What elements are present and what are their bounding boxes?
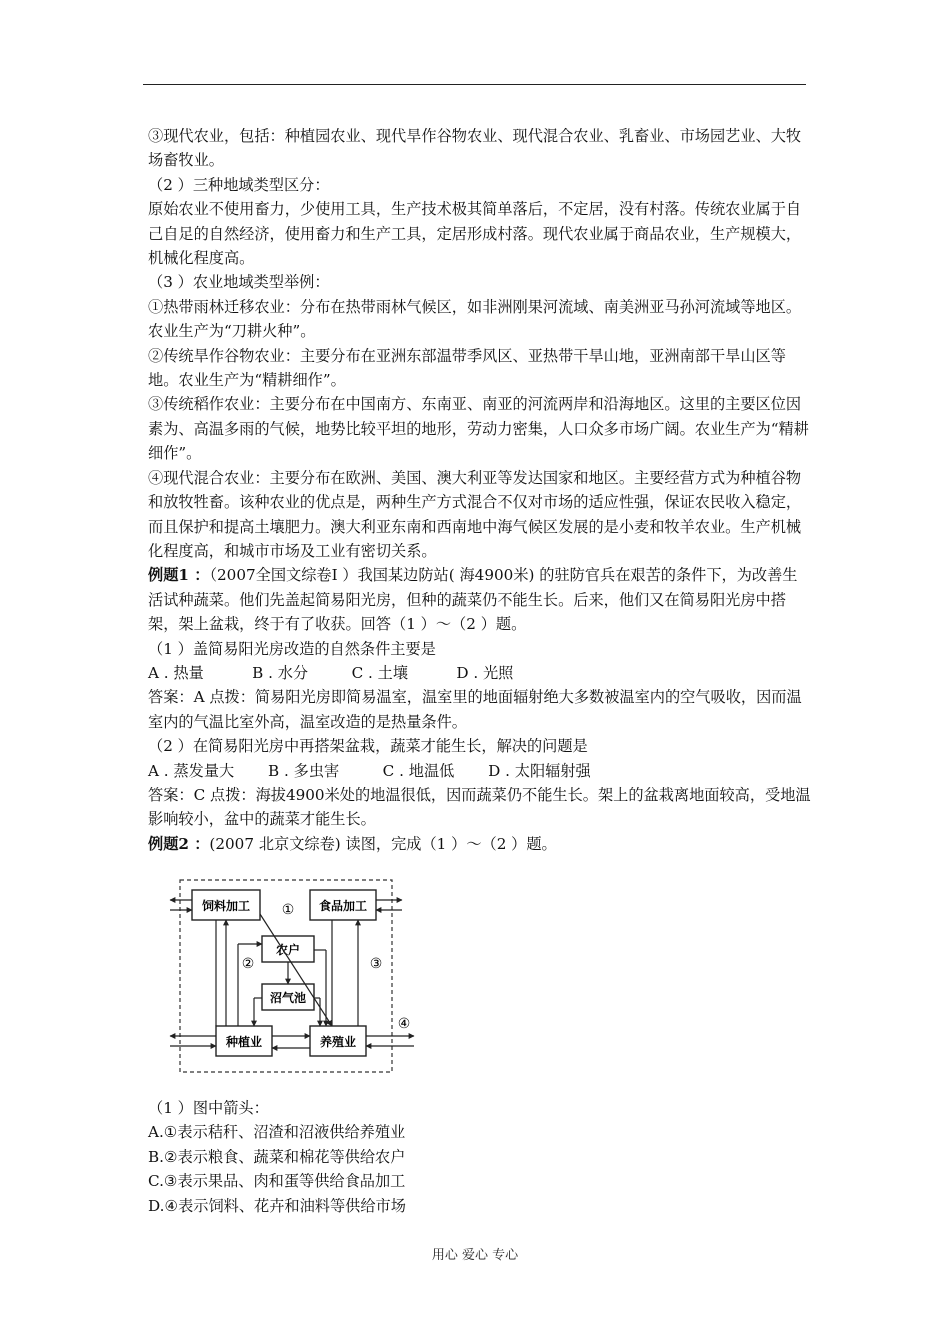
breeding-label: 养殖业	[319, 1035, 357, 1049]
question-block	[148, 1096, 812, 1218]
example1-label: 例题1 ：	[148, 566, 210, 585]
paragraph: ③传统稻作农业：主要分布在中国南方、东南亚、南亚的河流两岸和沿海地区。这里的主要区位因素为、高温多雨的气候，地势比较平坦的地形，劳动力密集，人口众多市场广阔。农业生产为“精耕细作”。	[148, 395, 809, 463]
example1-q1-options: A . 热量 B . 水分 C . 土壤 D . 光照	[148, 663, 514, 682]
agri-cycle-diagram	[162, 878, 422, 1078]
paragraph: 原始农业不使用畜力，少使用工具，生产技术极其简单落后，不定居，没有村落。传统农业属于自己自足的自然经济，使用畜力和生产工具，定居形成村落。现代农业属于商品农业，生产规模大，机械化程度高。	[148, 200, 802, 268]
question-stem: （1 ）图中箭头：	[148, 1099, 269, 1117]
example2-label: 例题2 ：	[148, 834, 210, 853]
marker-1: ①	[281, 902, 295, 918]
option-a: A.①表示秸秆、沼渣和沼液供给养殖业	[148, 1123, 406, 1142]
food-label: 食品加工	[318, 899, 368, 913]
paragraph: （3 ）农业地域类型举例：	[148, 273, 330, 292]
flow-arrows	[170, 900, 414, 1048]
feed-label: 饲料加工	[201, 899, 251, 913]
biogas-label: 沼气池	[269, 991, 307, 1005]
example2-intro: 例题2 ：(2007 北京文综卷) 读图，完成（1 ）～（2 ）题。	[148, 834, 557, 853]
example1-q1: （1 ）盖简易阳光房改造的自然条件主要是	[148, 639, 436, 658]
example1-a1: 答案：A 点拨：简易阳光房即简易温室，温室里的地面辐射绝大多数被温室内的空气吸收，因而温室内的气温比室外高，温室改造的是热量条件。	[148, 688, 802, 731]
paragraph: ③现代农业，包括：种植园农业、现代旱作谷物农业、现代混合农业、乳畜业、市场园艺业、大牧场畜牧业。	[148, 127, 802, 170]
paragraph: ①热带雨林迁移农业：分布在热带雨林气候区，如非洲刚果河流域、南美洲亚马孙河流域等地区。农业生产为“刀耕火种”。	[148, 297, 802, 341]
option-d: D.④表示饲料、花卉和油料等供给市场	[148, 1196, 406, 1215]
example1-intro: 例题1 ：（2007全国文综卷I ）我国某边防站( 海4900米) 的驻防官兵在艰苦的条件下，为改善生活试种蔬菜。他们先盖起简易阳光房，但种的蔬菜仍不能生长。后来，他们又在简易阳光房中搭架，架上盆栽，终于有了收获。回答（1 ）～（2 ）题。	[148, 566, 798, 634]
example1-q2-options: A . 蒸发量大 B . 多虫害 C . 地温低 D . 太阳辐射强	[148, 761, 591, 780]
option-c: C.③表示果品、肉和蛋等供给食品加工	[148, 1172, 406, 1191]
main-text	[148, 124, 812, 856]
example1-a2: 答案：C 点拨：海拔4900米处的地温很低，因而蔬菜仍不能生长。架上的盆栽离地面较高，受地温影响较小，盆中的蔬菜才能生长。	[148, 785, 811, 829]
marker-4: ④	[397, 1016, 411, 1032]
paragraph: ②传统旱作谷物农业：主要分布在亚洲东部温带季风区、亚热带干旱山地，亚洲南部干旱山区等地。农业生产为“精耕细作”。	[148, 346, 786, 390]
option-b: B.②表示粮食、蔬菜和棉花等供给农户	[148, 1147, 406, 1166]
paragraph: （2 ）三种地域类型区分：	[148, 175, 330, 194]
marker-3: ③	[369, 956, 383, 972]
example1-q2: （2 ）在简易阳光房中再搭架盆栽，蔬菜才能生长，解决的问题是	[148, 737, 588, 756]
household-label: 农户	[275, 943, 301, 957]
marker-2: ②	[241, 956, 255, 972]
paragraph: ④现代混合农业：主要分布在欧洲、美国、澳大利亚等发达国家和地区。主要经营方式为种植谷物和放牧牲畜。该种农业的优点是，两种生产方式混合不仅对市场的适应性强，保证农民收入稳定，而且保护和提高土壤肥力。澳大利亚东南和西南地中海气候区发展的是小麦和牧羊农业。生产机械化程度高，和城市市场及工业有密切关系。	[148, 468, 802, 560]
header-rule	[143, 84, 806, 85]
planting-label: 种植业	[225, 1035, 263, 1049]
page-footer: 用心 爱心 专心	[431, 1248, 519, 1263]
